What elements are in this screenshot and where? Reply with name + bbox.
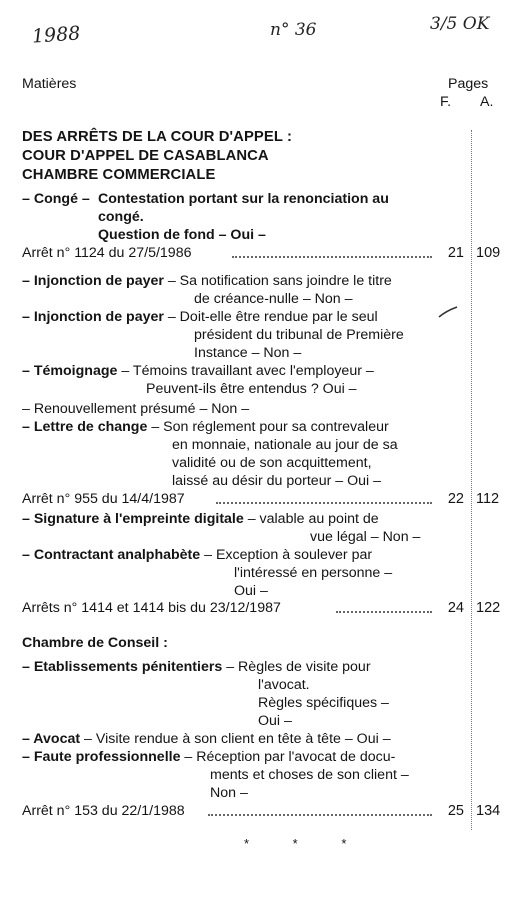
entry-lettre-line-2: en monnaie, nationale au jour de sa (172, 437, 398, 453)
entry-injonction-2-term: – Injonction de payer (22, 309, 164, 325)
entry-etablissements-line-3: Règles spécifiques – (258, 695, 389, 711)
dot-leader (336, 611, 432, 613)
entry-conge-line-2: congé. (98, 209, 144, 225)
page-a-122: 122 (476, 600, 501, 616)
entry-injonction-1-term: – Injonction de payer (22, 273, 164, 289)
handwritten-tick-mark (438, 306, 458, 318)
entry-temoignage (22, 362, 374, 381)
entry-signature (22, 510, 379, 529)
entry-temoignage-line-1: – Témoins travaillant avec l'employeur – (117, 363, 374, 379)
column-separator (471, 130, 472, 830)
dot-leader (232, 256, 432, 258)
section-title-line-3: CHAMBRE COMMERCIALE (22, 167, 216, 183)
entry-signature-line-1: – valable au point de (243, 511, 379, 527)
entry-lettre-line-1: – Son réglement pour sa contrevaleur (147, 419, 389, 435)
page-f-24: 24 (447, 600, 464, 616)
arret-1414: Arrêts n° 1414 et 1414 bis du 23/12/1987 (22, 600, 281, 616)
column-f-header: F. (440, 94, 452, 110)
handwritten-ref: 3/5 OK (430, 14, 490, 34)
column-subject-header: Matières (22, 76, 77, 92)
entry-conge-line-3: Question de fond – Oui – (98, 227, 266, 243)
entry-conge-term: – Congé – (22, 191, 90, 207)
dot-leader (216, 502, 432, 504)
entry-etablissements-line-2: l'avocat. (258, 677, 310, 693)
page-a-134: 134 (476, 803, 501, 819)
entry-avocat-line-1: – Visite rendue à son client en tête à tête – Oui – (80, 731, 391, 747)
entry-faute-line-3: Non – (210, 785, 248, 801)
page-f-21: 21 (447, 245, 464, 261)
page-f-22: 22 (447, 491, 464, 507)
dot-leader (208, 814, 432, 816)
column-a-header: A. (480, 94, 494, 110)
entry-injonction-1 (22, 272, 392, 291)
entry-lettre-de-change (22, 418, 389, 437)
entry-injonction-2-line-3: Instance – Non – (194, 345, 302, 361)
page-a-112: 112 (476, 491, 500, 507)
entry-injonction-1-line-1: – Sa notification sans joindre le titre (163, 273, 392, 289)
handwritten-year: 1988 (31, 22, 82, 48)
entry-etablissements-term: – Etablissements pénitentiers (22, 659, 223, 675)
entry-signature-term: – Signature à l'empreinte digitale (22, 511, 244, 527)
entry-signature-line-2: vue légal – Non – (310, 529, 421, 545)
entry-faute (22, 748, 395, 767)
entry-injonction-2-line-1: – Doit-elle être rendue par le seul (163, 309, 378, 325)
entry-faute-line-2: ments et choses de son client – (210, 767, 409, 783)
arret-955: Arrêt n° 955 du 14/4/1987 (22, 491, 185, 507)
section-chambre-de-conseil: Chambre de Conseil : (22, 635, 168, 651)
entry-faute-term: – Faute professionnelle (22, 749, 181, 765)
entry-contractant-line-3: Oui – (234, 583, 268, 599)
entry-conge-line-1: Contestation portant sur la renonciation au (98, 191, 389, 207)
entry-avocat-term: – Avocat (22, 731, 81, 747)
entry-injonction-2-line-2: président du tribunal de Première (194, 327, 404, 343)
entry-contractant-term: – Contractant analphabète (22, 547, 201, 563)
section-title-line-1: DES ARRÊTS DE LA COUR D'APPEL : (22, 129, 292, 145)
entry-etablissements-line-4: Oui – (258, 713, 292, 729)
entry-temoignage-line-2: Peuvent-ils être entendus ? Oui – (146, 381, 357, 397)
entry-avocat (22, 730, 391, 749)
page-a-109: 109 (476, 245, 501, 261)
arret-1124: Arrêt n° 1124 du 27/5/1986 (22, 245, 192, 261)
entry-lettre-line-4: laissé au désir du porteur – Oui – (172, 473, 381, 489)
entry-etablissements-line-1: – Règles de visite pour (222, 659, 371, 675)
page-f-25: 25 (447, 803, 464, 819)
entry-temoignage-term: – Témoignage (22, 363, 118, 379)
entry-lettre-term: – Lettre de change (22, 419, 148, 435)
handwritten-number: n° 36 (270, 20, 317, 40)
entry-renouvellement: – Renouvellement présumé – Non – (22, 401, 250, 417)
entry-faute-line-1: – Réception par l'avocat de docu- (180, 749, 396, 765)
arret-153: Arrêt n° 153 du 22/1/1988 (22, 803, 185, 819)
end-ornament: * * * (244, 836, 367, 851)
section-title-line-2: COUR D'APPEL DE CASABLANCA (22, 148, 269, 164)
entry-injonction-2 (22, 308, 378, 327)
entry-contractant-line-2: l'intéressé en personne – (234, 565, 393, 581)
column-pages-header: Pages (448, 76, 489, 92)
entry-lettre-line-3: validité ou de son acquittement, (172, 455, 372, 471)
entry-contractant (22, 546, 372, 565)
entry-contractant-line-1: – Exception à soulever par (200, 547, 373, 563)
entry-etablissements (22, 658, 371, 677)
entry-injonction-1-line-2: de créance-nulle – Non – (194, 291, 353, 307)
